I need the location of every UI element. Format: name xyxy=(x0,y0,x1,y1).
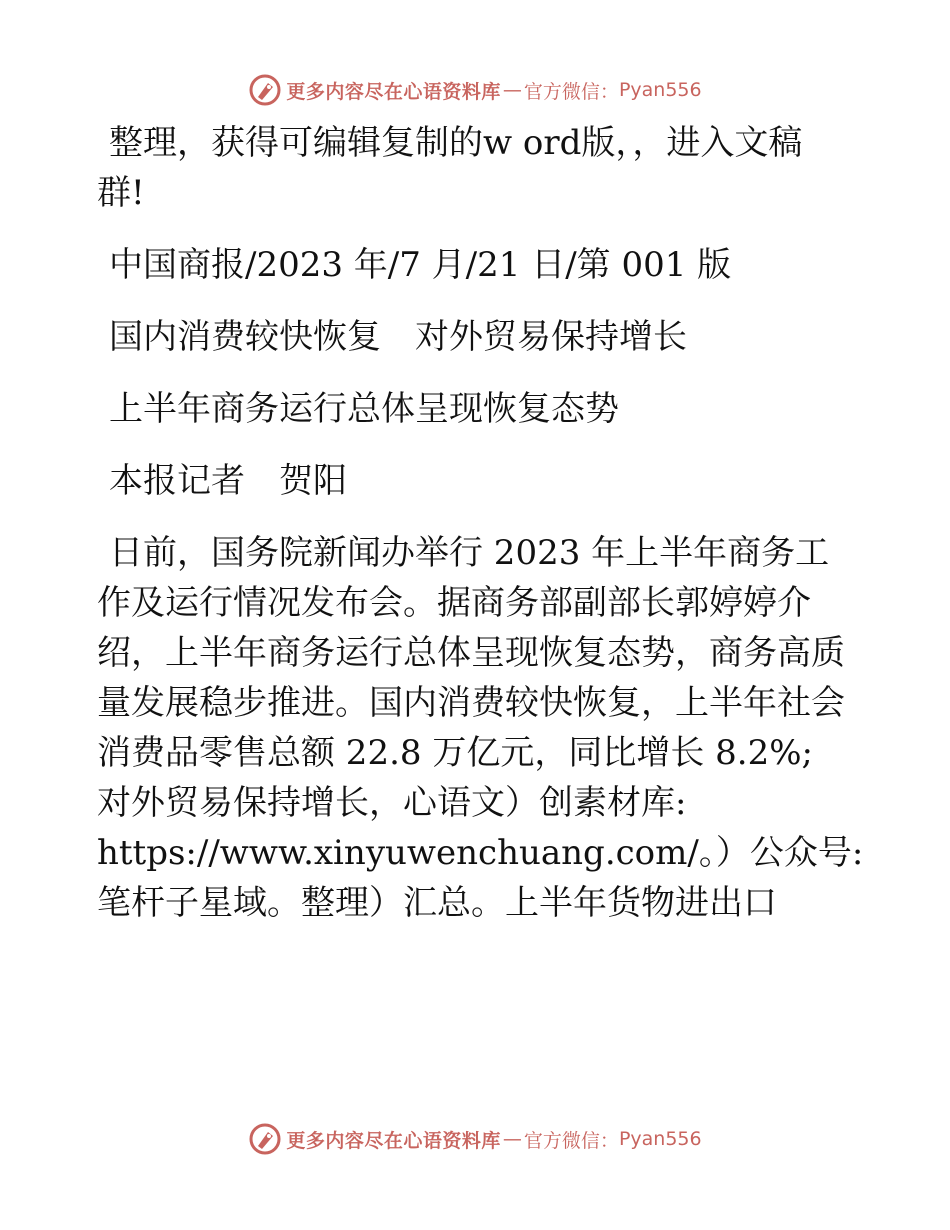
subheadline: 上半年商务运行总体呈现恢复态势 xyxy=(109,389,619,429)
paragraph-line: https://www.xinyuwenchuang.com/。）公众号: xyxy=(97,833,864,873)
paragraph-line: 笔杆子星域。整理）汇总。上半年货物进出口 xyxy=(97,883,777,923)
article-paragraph xyxy=(97,528,867,928)
document-body xyxy=(97,118,867,928)
banner-separator: — xyxy=(502,1128,522,1150)
banner-wechat-id: Pyan556 xyxy=(618,1128,702,1150)
paragraph-line: 作及运行情况发布会。据商务部副部长郭婷婷介 xyxy=(97,583,811,623)
pen-nib-logo-icon xyxy=(248,73,282,107)
paragraph-line: 绍，上半年商务运行总体呈现恢复态势，商务高质 xyxy=(97,633,845,673)
banner-separator: — xyxy=(502,79,522,101)
banner-wechat-label: 官方微信： xyxy=(523,80,619,103)
footer-banner xyxy=(0,1119,950,1159)
paragraph-line: 对外贸易保持增长，心语文）创素材库: xyxy=(97,783,687,823)
pen-nib-logo-icon xyxy=(248,1122,282,1156)
banner-wechat-label: 官方微信： xyxy=(523,1129,619,1152)
paragraph-line: 量发展稳步推进。国内消费较快恢复，上半年社会 xyxy=(97,683,845,723)
paragraph-line: 消费品零售总额 22.8 万亿元，同比增长 8.2%; xyxy=(97,733,813,773)
paragraph-line: 日前，国务院新闻办举行 2023 年上半年商务工 xyxy=(109,533,830,573)
byline: 本报记者 贺阳 xyxy=(109,461,347,501)
banner-site-name: 更多内容尽在心语资料库 xyxy=(286,80,501,103)
headline: 国内消费较快恢复 对外贸易保持增长 xyxy=(109,317,687,357)
banner-wechat-id: Pyan556 xyxy=(618,79,702,101)
intro-line-1: 整理，获得可编辑复制的w ord版，，进入文稿 xyxy=(109,123,803,163)
header-banner xyxy=(0,70,950,110)
source-line: 中国商报/2023 年/7 月/21 日/第 001 版 xyxy=(109,245,732,285)
intro-line-2: 群! xyxy=(97,173,145,213)
banner-site-name: 更多内容尽在心语资料库 xyxy=(286,1129,501,1152)
